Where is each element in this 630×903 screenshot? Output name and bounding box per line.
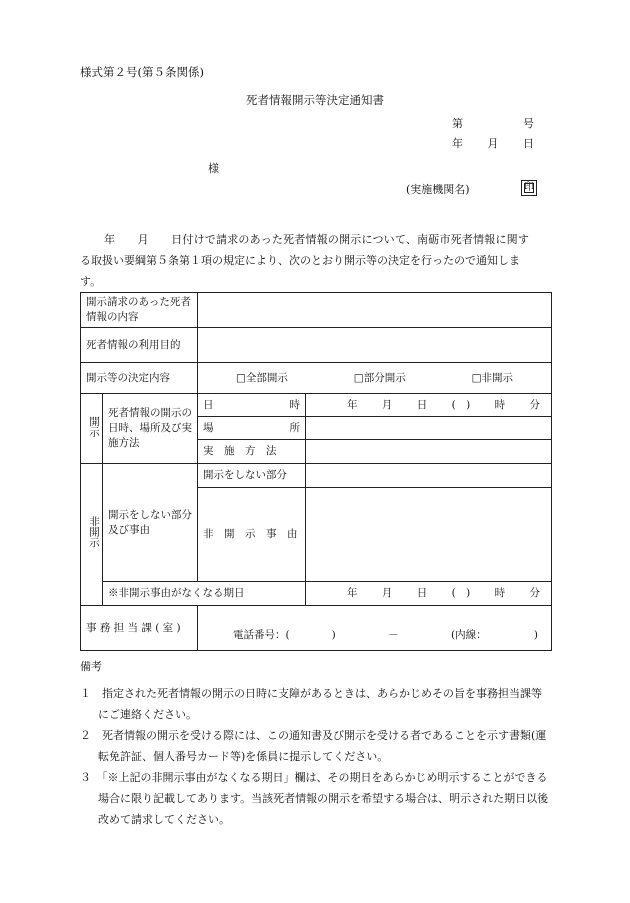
decision-table <box>80 292 552 651</box>
document-title: 死者情報開示等決定通知書 <box>246 93 384 107</box>
date-day: 日 <box>523 137 534 150</box>
method-label: 実 施 方 法 <box>198 440 306 464</box>
checkbox-full-disclosure[interactable]: □全部開示 <box>235 371 288 384</box>
table-row <box>81 606 552 651</box>
paragraph-line-3: す。 <box>80 275 102 288</box>
checkbox-non-disclosure[interactable]: □非開示 <box>471 371 514 384</box>
nondisclosure-reason-value[interactable] <box>306 488 552 582</box>
disclosure-group-label: 開示 <box>81 394 103 464</box>
remark-note-1: １ 指定された死者情報の開示の日時に支障があるときは、あらかじめその旨を事務担当課等にご連絡ください。 <box>80 687 542 721</box>
table-row <box>81 464 552 488</box>
nondisclosure-group-label: 非開示 <box>81 464 103 606</box>
office-label: 事 務 担 当 課 ( 室 ) <box>81 606 198 651</box>
checkbox-partial-disclosure[interactable]: □部分開示 <box>353 371 406 384</box>
document-date-line <box>452 135 534 151</box>
remarks-title: 備考 <box>80 660 102 673</box>
table-row <box>81 328 552 363</box>
paragraph-line-2: る取扱い要綱第５条第１項の規定により、次のとおり開示等の決定を行ったので通知しま <box>80 254 520 267</box>
table-row <box>81 582 552 606</box>
purpose-label: 死者情報の利用目的 <box>81 328 198 363</box>
phone-extension: (内線： ) <box>451 628 538 641</box>
expiry-label: ※非開示事由がなくなる期日 <box>103 582 306 606</box>
remark-note-3: ３ 「※上記の非開示事由がなくなる期日」欄は、その期日をあらかじめ明示することができる場合に限り記載してあります。当該死者情報の開示を希望する場合は、明示された期日以後改めて請求してください。 <box>80 771 549 826</box>
request-content-value[interactable] <box>198 293 552 328</box>
not-disclosed-part-label: 開示をしない部分 <box>198 464 306 488</box>
table-row <box>81 363 552 394</box>
place-label: 場 所 <box>198 417 306 440</box>
expiry-value[interactable]: 年 月 日 ( ) 時 分 <box>306 582 552 606</box>
place-value[interactable] <box>306 417 552 440</box>
date-year: 年 <box>452 137 463 150</box>
request-content-label: 開示請求のあった死者情報の内容 <box>81 293 198 328</box>
nondisclosure-reason-label: 非 開 示 事 由 <box>198 488 306 582</box>
table-row <box>81 293 552 328</box>
organization-name: (実施機関名) <box>406 183 470 196</box>
form-number: 様式第２号(第５条関係) <box>80 65 204 79</box>
paragraph-line-1: 年 月 日付けで請求のあった死者情報の開示について、南砺市死者情報に関す <box>104 233 530 246</box>
decision-label: 開示等の決定内容 <box>81 363 198 394</box>
date-month: 月 <box>487 137 499 150</box>
decision-options <box>198 363 552 394</box>
table-row <box>81 394 552 417</box>
remark-note-2: ２ 死者情報の開示を受ける際には、この通知書及び開示を受ける者であることを示す書類(運転免許証、個人番号カード等)を係員に提示してください。 <box>80 729 547 763</box>
number-suffix: 号 <box>523 117 534 130</box>
document-number-line <box>452 115 534 131</box>
purpose-value[interactable] <box>198 328 552 363</box>
datetime-value[interactable]: 年 月 日 ( ) 時 分 <box>306 394 552 417</box>
method-value[interactable] <box>306 440 552 464</box>
phone-label: 電話番号：( ) <box>233 628 336 641</box>
body-paragraph <box>80 229 552 292</box>
addressee-suffix: 様 <box>208 162 219 175</box>
nondisclosure-sub-label: 開示をしない部分及び事由 <box>103 464 198 582</box>
datetime-label: 日 時 <box>198 394 306 417</box>
phone-dash: － <box>388 628 399 641</box>
number-prefix: 第 <box>452 117 463 130</box>
office-value[interactable] <box>198 606 552 651</box>
disclosure-sub-label: 死者情報の開示の日時、場所及び実施方法 <box>103 394 198 464</box>
seal-stamp: 印 <box>521 180 537 196</box>
not-disclosed-part-value[interactable] <box>306 464 552 488</box>
